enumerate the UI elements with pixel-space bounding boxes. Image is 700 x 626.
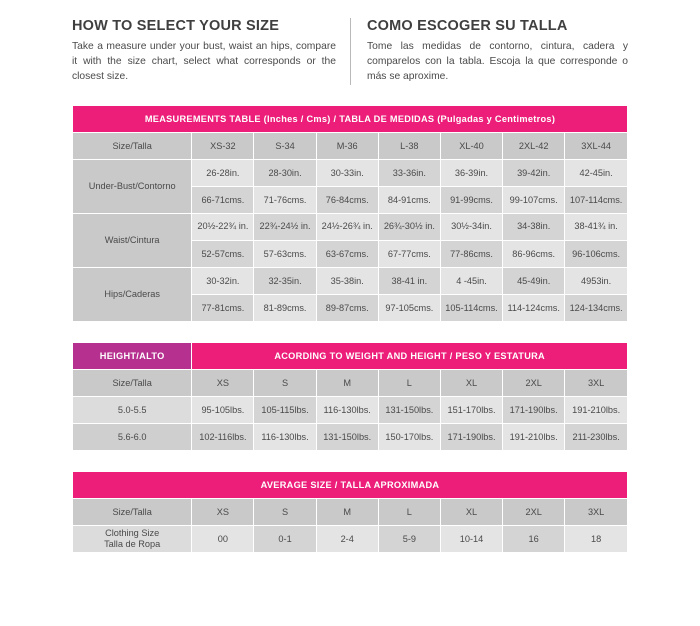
table-row-hips-inches <box>73 267 628 294</box>
hips-cm-1: 81-89cms. <box>254 294 316 321</box>
measurements-size-6: 3XL-44 <box>565 132 628 159</box>
average-size-0: XS <box>192 498 254 525</box>
underbust-in-6: 42-45in. <box>565 159 628 186</box>
height-size-1: S <box>254 369 316 396</box>
height-1-val-5: 191-210lbs. <box>503 423 565 450</box>
measurements-table-wrap <box>72 105 628 322</box>
intro-text-spanish: Tome las medidas de contorno, cintura, cadera y comparelos con la tabla. Escoja la que corresponde o más se aproxime. <box>367 41 628 82</box>
height-0-val-6: 191-210lbs. <box>565 396 628 423</box>
hips-in-2: 35-38in. <box>316 267 378 294</box>
measurements-size-2: M-36 <box>316 132 378 159</box>
height-title-right: ACORDING TO WEIGHT AND HEIGHT / PESO Y ESTATURA <box>192 342 628 369</box>
hips-in-3: 38-41 in. <box>378 267 440 294</box>
waist-in-3: 26¾-30½ in. <box>378 213 440 240</box>
underbust-in-0: 26-28in. <box>192 159 254 186</box>
underbust-in-3: 33-36in. <box>378 159 440 186</box>
height-0-val-0: 95-105lbs. <box>192 396 254 423</box>
average-val-3: 5-9 <box>378 525 440 552</box>
table-row-title <box>73 105 628 132</box>
measurements-size-3: L-38 <box>378 132 440 159</box>
measurements-size-5: 2XL-42 <box>503 132 565 159</box>
waist-cm-5: 86-96cms. <box>503 240 565 267</box>
intro-column-english <box>72 18 350 85</box>
underbust-cm-0: 66-71cms. <box>192 186 254 213</box>
height-1-val-2: 131-150lbs. <box>316 423 378 450</box>
table-row-average-values <box>73 525 628 552</box>
table-row-height-sizes <box>73 369 628 396</box>
average-size-3: L <box>378 498 440 525</box>
average-table <box>72 471 628 553</box>
intro-text-english: Take a measure under your bust, waist an hips, compare it with the size chart, select what corresponds or the closest size. <box>72 41 336 82</box>
underbust-cm-3: 84-91cms. <box>378 186 440 213</box>
hips-cm-3: 97-105cms. <box>378 294 440 321</box>
underbust-in-5: 39-42in. <box>503 159 565 186</box>
hips-in-0: 30-32in. <box>192 267 254 294</box>
height-row-label-0: 5.0-5.5 <box>73 396 192 423</box>
average-val-6: 18 <box>565 525 628 552</box>
table-row-height-2 <box>73 423 628 450</box>
average-size-label: Size/Talla <box>73 498 192 525</box>
hips-in-1: 32-35in. <box>254 267 316 294</box>
height-table <box>72 342 628 451</box>
measurements-size-label: Size/Talla <box>73 132 192 159</box>
measurements-title: MEASUREMENTS TABLE (Inches / Cms) / TABLA DE MEDIDAS (Pulgadas y Centimetros) <box>73 105 628 132</box>
average-row-label <box>73 525 192 552</box>
underbust-in-1: 28-30in. <box>254 159 316 186</box>
height-0-val-3: 131-150lbs. <box>378 396 440 423</box>
hips-cm-4: 105-114cms. <box>440 294 502 321</box>
average-size-1: S <box>254 498 316 525</box>
average-size-2: M <box>316 498 378 525</box>
table-row-underbust-inches <box>73 159 628 186</box>
waist-in-0: 20½-22¾ in. <box>192 213 254 240</box>
waist-cm-1: 57-63cms. <box>254 240 316 267</box>
height-size-0: XS <box>192 369 254 396</box>
hips-in-6: 4953in. <box>565 267 628 294</box>
average-val-0: 00 <box>192 525 254 552</box>
height-size-4: XL <box>440 369 502 396</box>
hips-in-5: 45-49in. <box>503 267 565 294</box>
hips-cm-5: 114-124cms. <box>503 294 565 321</box>
table-row-sizes <box>73 132 628 159</box>
table-row-waist-inches <box>73 213 628 240</box>
height-1-val-0: 102-116lbs. <box>192 423 254 450</box>
waist-cm-2: 63-67cms. <box>316 240 378 267</box>
table-row-average-title <box>73 471 628 498</box>
waist-in-4: 30½-34in. <box>440 213 502 240</box>
underbust-in-2: 30-33in. <box>316 159 378 186</box>
waist-cm-0: 52-57cms. <box>192 240 254 267</box>
hips-cm-6: 124-134cms. <box>565 294 628 321</box>
measurements-size-0: XS-32 <box>192 132 254 159</box>
measurements-size-4: XL-40 <box>440 132 502 159</box>
average-row-label-line1: Clothing Size <box>105 527 160 538</box>
waist-in-5: 34-38in. <box>503 213 565 240</box>
height-0-val-2: 116-130lbs. <box>316 396 378 423</box>
measurements-row-label-waist: Waist/Cintura <box>73 213 192 267</box>
height-title-left: HEIGHT/ALTO <box>73 342 192 369</box>
table-row-height-1 <box>73 396 628 423</box>
hips-cm-0: 77-81cms. <box>192 294 254 321</box>
waist-cm-4: 77-86cms. <box>440 240 502 267</box>
intro-column-spanish <box>350 18 628 85</box>
measurements-row-label-hips: Hips/Caderas <box>73 267 192 321</box>
average-row-label-line2: Talla de Ropa <box>104 538 161 549</box>
height-1-val-4: 171-190lbs. <box>440 423 502 450</box>
average-val-2: 2-4 <box>316 525 378 552</box>
average-val-1: 0-1 <box>254 525 316 552</box>
average-val-4: 10-14 <box>440 525 502 552</box>
average-size-4: XL <box>440 498 502 525</box>
average-size-5: 2XL <box>503 498 565 525</box>
height-size-5: 2XL <box>503 369 565 396</box>
table-row-height-title <box>73 342 628 369</box>
height-1-val-1: 116-130lbs. <box>254 423 316 450</box>
table-row-average-sizes <box>73 498 628 525</box>
height-1-val-3: 150-170lbs. <box>378 423 440 450</box>
height-size-3: L <box>378 369 440 396</box>
height-0-val-1: 105-115lbs. <box>254 396 316 423</box>
hips-in-4: 4 -45in. <box>440 267 502 294</box>
hips-cm-2: 89-87cms. <box>316 294 378 321</box>
waist-cm-3: 67-77cms. <box>378 240 440 267</box>
waist-cm-6: 96-106cms. <box>565 240 628 267</box>
underbust-cm-1: 71-76cms. <box>254 186 316 213</box>
waist-in-6: 38-41¾ in. <box>565 213 628 240</box>
intro-title-english: HOW TO SELECT YOUR SIZE <box>72 18 280 34</box>
height-0-val-5: 171-190lbs. <box>503 396 565 423</box>
waist-in-2: 24½-26¾ in. <box>316 213 378 240</box>
underbust-cm-5: 99-107cms. <box>503 186 565 213</box>
measurements-table <box>72 105 628 322</box>
height-size-label: Size/Talla <box>73 369 192 396</box>
underbust-cm-4: 91-99cms. <box>440 186 502 213</box>
underbust-cm-2: 76-84cms. <box>316 186 378 213</box>
height-size-6: 3XL <box>565 369 628 396</box>
average-val-5: 16 <box>503 525 565 552</box>
waist-in-1: 22¾-24½ in. <box>254 213 316 240</box>
underbust-in-4: 36-39in. <box>440 159 502 186</box>
underbust-cm-6: 107-114cms. <box>565 186 628 213</box>
average-size-6: 3XL <box>565 498 628 525</box>
height-size-2: M <box>316 369 378 396</box>
average-table-wrap <box>72 471 628 553</box>
height-table-wrap <box>72 342 628 451</box>
intro-title-spanish: COMO ESCOGER SU TALLA <box>367 18 568 34</box>
average-title: AVERAGE SIZE / TALLA APROXIMADA <box>73 471 628 498</box>
height-row-label-1: 5.6-6.0 <box>73 423 192 450</box>
measurements-size-1: S-34 <box>254 132 316 159</box>
intro-section <box>72 18 628 85</box>
height-1-val-6: 211-230lbs. <box>565 423 628 450</box>
measurements-row-label-underbust: Under-Bust/Contorno <box>73 159 192 213</box>
height-0-val-4: 151-170lbs. <box>440 396 502 423</box>
